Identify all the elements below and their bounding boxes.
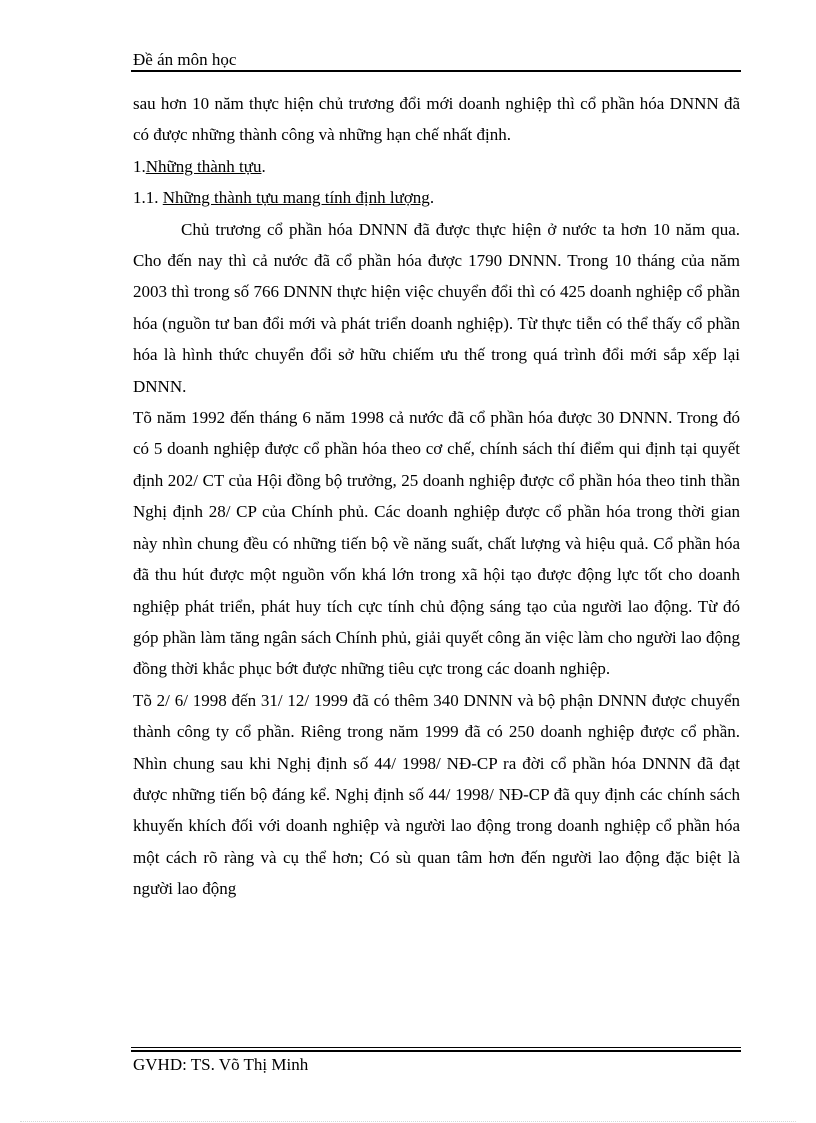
intro-paragraph: sau hơn 10 năm thực hiện chủ trương đổi mới doanh nghiệp thì cổ phần hóa DNNN đã có được những thành công và những hạn chế nhất định.	[133, 94, 740, 145]
subsection-heading	[133, 182, 740, 213]
paragraph-3: Tõ 2/ 6/ 1998 đến 31/ 12/ 1999 đã có thêm 340 DNNN và bộ phận DNNN được chuyển thành công ty cổ phần. Riêng trong năm 1999 đã có 250 doanh nghiệp được cổ phần. Nhìn chung sau khi Nghị định số 44/ 1998/ NĐ-CP ra đời cổ phần hóa DNNN đã đạt được những tiến bộ đáng kể. Nghị định số 44/ 1998/ NĐ-CP đã quy định các chính sách khuyến khích đối với doanh nghiệp và người lao động trong doanh nghiệp cổ phần hóa một cách rõ ràng và cụ thể hơn; Có sù quan tâm hơn đến người lao động đặc biệt là người lao động	[133, 690, 740, 899]
document-body	[133, 88, 740, 905]
footer-divider-thin	[131, 1047, 741, 1048]
section-title: Những thành tựu	[145, 156, 262, 176]
section-heading-end: .	[261, 156, 266, 176]
section-heading	[133, 151, 740, 182]
footer-advisor: GVHD: TS. Võ Thị Minh	[133, 1055, 309, 1074]
section-number: 1.	[133, 156, 146, 176]
subsection-number: 1.1.	[133, 188, 159, 208]
subsection-title: Những thành tựu mang tính định lượng	[162, 188, 430, 208]
page-bottom-edge	[20, 1121, 796, 1122]
paragraph-2: Tõ năm 1992 đến tháng 6 năm 1998 cả nước đã cổ phần hóa được 30 DNNN. Trong đó có 5 doanh nghiệp được cổ phần hóa theo cơ chế, chính sách thí điểm qui định tại quyết định 202/ CT của Hội đồng bộ trưởng, 25 doanh nghiệp được cổ phần hóa theo tinh thần Nghị định 28/ CP của Chính phủ. Các doanh nghiệp được cổ phần hóa trong thời gian này nhìn chung đều có những tiến bộ về năng suất, chất lượng và hiệu quả. Cổ phần hóa đã thu hút được một nguồn vốn khá lớn trong xã hội tạo được động lực tốt cho doanh nghiệp phát triển, phát huy tích cực tính chủ động sáng tạo của người lao động. Từ đó góp phần làm tăng ngân sách Chính phủ, giải quyết công ăn việc làm cho người lao động đồng thời khắc phục bớt được những tiêu cực trong các doanh nghiệp.	[133, 408, 740, 679]
subsection-heading-end: .	[429, 188, 435, 208]
header-divider	[131, 70, 741, 72]
header-title: Đề án môn học	[133, 50, 237, 69]
paragraph-1: Chủ trương cổ phần hóa DNNN đã được thực hiện ở nước ta hơn 10 năm qua. Cho đến nay thì cả nước đã cổ phần hóa được 1790 DNNN. Trong 10 tháng của năm 2003 thì trong số 766 DNNN thực hiện việc chuyển đổi thì có 425 doanh nghiệp cổ phần hóa (nguồn tư ban đổi mới và phát triển doanh nghiệp). Từ thực tiễn có thể thấy cổ phần hóa là hình thức chuyển đổi sở hữu chiếm ưu thế trong quá trình đổi mới sắp xếp lại DNNN.	[133, 219, 740, 396]
footer-divider-thick	[131, 1050, 741, 1052]
